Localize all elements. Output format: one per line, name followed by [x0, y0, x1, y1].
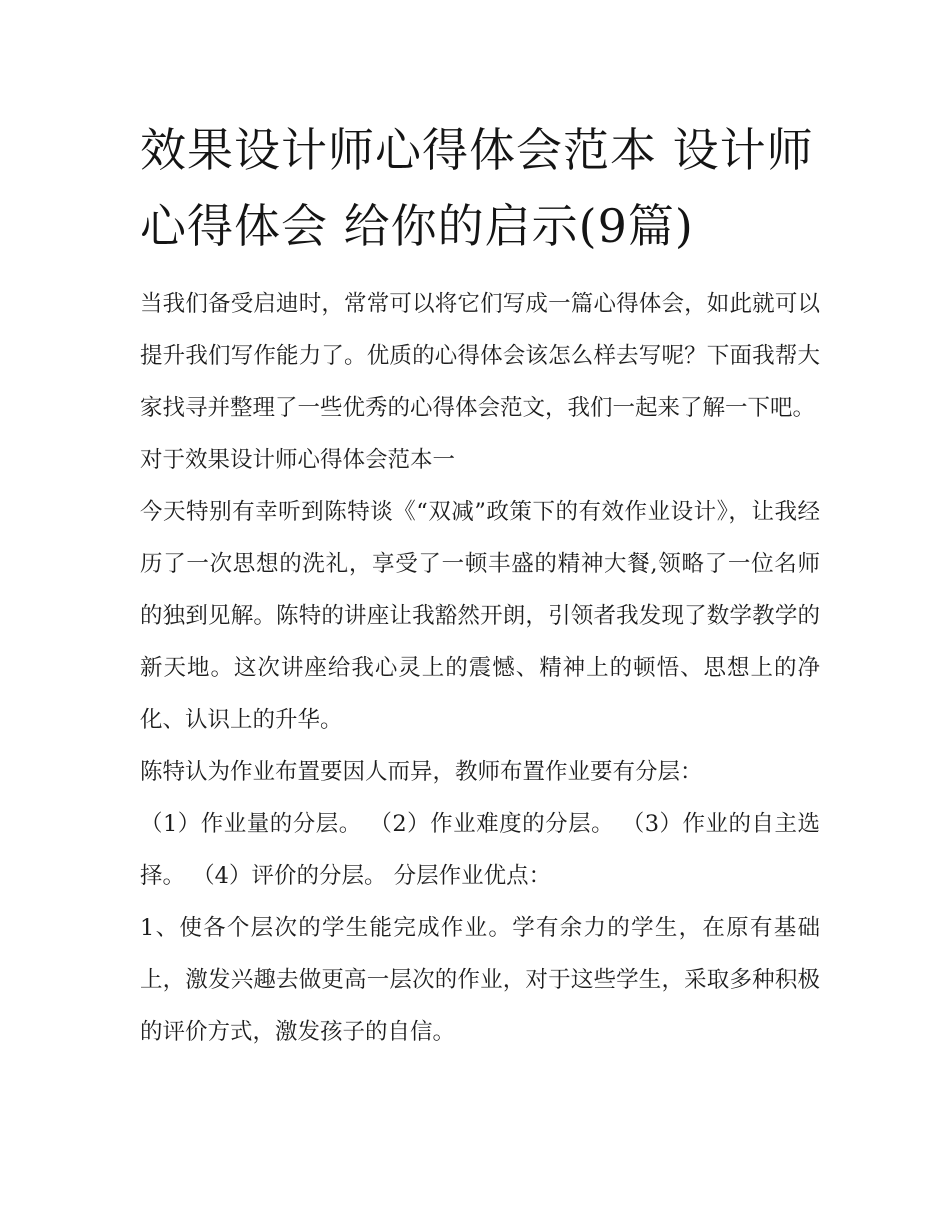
document-body — [140, 278, 820, 1058]
layering-list-paragraph: （1）作业量的分层。 （2）作业难度的分层。 （3）作业的自主选择。 （4）评价的分层。 分层作业优点： — [140, 811, 820, 889]
lecture-paragraph: 今天特别有幸听到陈特谈《“双减”政策下的有效作业设计》，让我经历了一次思想的洗礼，享受了一顿丰盛的精神大餐,领略了一位名师的独到见解。陈特的讲座让我豁然开朗，引领者我发现了数学教学的新天地。这次讲座给我心灵上的震憾、精神上的顿悟、思想上的净化、认识上的升华。 — [140, 499, 820, 733]
intro-paragraph: 当我们备受启迪时，常常可以将它们写成一篇心得体会，如此就可以提升我们写作能力了。优质的心得体会该怎么样去写呢？下面我帮大家找寻并整理了一些优秀的心得体会范文，我们一起来了解一下吧。 — [140, 291, 820, 421]
advantage-paragraph: 1、使各个层次的学生能完成作业。学有余力的学生，在原有基础上，激发兴趣去做更高一层次的作业，对于这些学生，采取多种积极的评价方式，激发孩子的自信。 — [140, 915, 820, 1045]
document-title: 效果设计师心得体会范本 设计师心得体会 给你的启示(9篇) — [140, 123, 814, 253]
section-heading: 对于效果设计师心得体会范本一 — [140, 447, 456, 473]
homework-layering-paragraph: 陈特认为作业布置要因人而异，教师布置作业要有分层： — [140, 759, 703, 785]
